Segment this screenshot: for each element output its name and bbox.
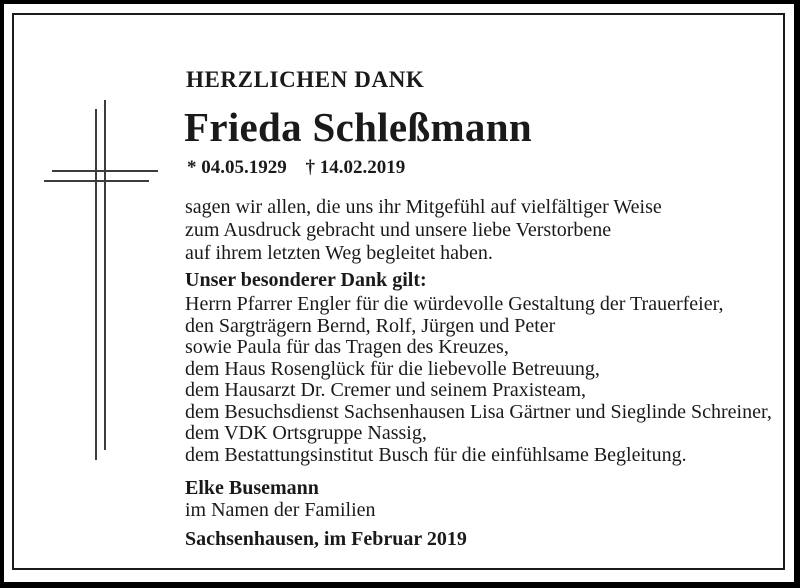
cross-horizontal-line-upper: [52, 170, 158, 172]
thanks-line: dem VDK Ortsgruppe Nassig,: [185, 422, 427, 444]
thanks-line: dem Bestattungsinstitut Busch für die einfühlsame Begleitung.: [185, 443, 687, 466]
signature-name: Elke Busemann: [185, 477, 319, 499]
thanks-line: sowie Paula für das Tragen des Kreuzes,: [185, 336, 509, 358]
death-date: † 14.02.2019: [305, 157, 406, 178]
signature-subline: im Namen der Familien: [185, 499, 376, 521]
header-thanks-title: HERZLICHEN DANK: [186, 67, 425, 92]
thanks-line: dem Hausarzt Dr. Cremer und seinem Praxisteam,: [185, 379, 586, 401]
deceased-name: Frieda Schleßmann: [184, 104, 532, 150]
special-thanks-heading: Unser besonderer Dank gilt:: [185, 269, 427, 291]
place-and-date: Sachsenhausen, im Februar 2019: [185, 528, 467, 550]
thanks-line: dem Haus Rosenglück für die liebevolle Betreuung,: [185, 357, 600, 380]
cross-vertical-line-right: [104, 100, 106, 450]
special-thanks-list: [185, 294, 772, 466]
cross-vertical-line-left: [95, 109, 97, 460]
intro-line: sagen wir allen, die uns ihr Mitgefühl auf vielfältiger Weise: [185, 196, 662, 218]
cross-horizontal-line-lower: [44, 180, 149, 182]
cross-icon: [0, 0, 180, 480]
thanks-line: dem Besuchsdienst Sachsenhausen Lisa Gärtner und Sieglinde Schreiner,: [185, 400, 772, 423]
intro-line: auf ihrem letzten Weg begleitet haben.: [185, 242, 493, 264]
intro-line: zum Ausdruck gebracht und unsere liebe Verstorbene: [185, 219, 612, 241]
intro-paragraph: [185, 196, 662, 265]
thanks-line: Herrn Pfarrer Engler für die würdevolle Gestaltung der Trauerfeier,: [185, 293, 724, 315]
birth-date: * 04.05.1929: [187, 157, 287, 178]
life-dates: [187, 157, 405, 179]
thanks-line: den Sargträgern Bernd, Rolf, Jürgen und Peter: [185, 314, 556, 337]
